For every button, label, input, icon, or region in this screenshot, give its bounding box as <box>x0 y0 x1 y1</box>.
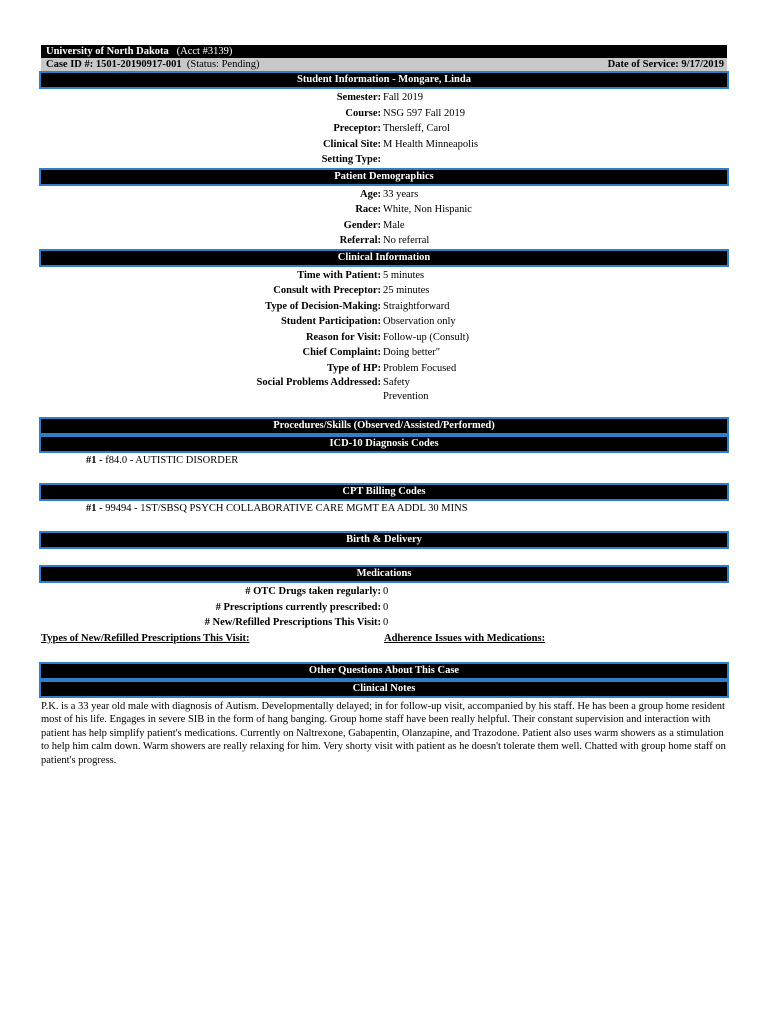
section-clinical-information: Clinical Information <box>39 249 729 267</box>
field-value: Thersleff, Carol <box>383 123 450 134</box>
field-value: Straightforward <box>383 300 450 312</box>
field-row <box>41 268 727 284</box>
field-value: Observation only <box>383 316 456 327</box>
field-value: Follow-up (Consult) <box>383 331 470 343</box>
field-value: Safety <box>383 377 410 388</box>
field-label: Social Problems Addressed: <box>256 377 381 388</box>
field-row <box>41 202 727 218</box>
field-label: Type of HP: <box>326 362 381 374</box>
field-row <box>41 152 727 168</box>
field-label: Referral: <box>339 235 381 246</box>
field-row <box>41 584 727 600</box>
cpt-code-item <box>41 501 727 517</box>
field-label: # New/Refilled Prescriptions This Visit: <box>204 617 381 628</box>
student-info-fields <box>41 89 727 168</box>
date-of-service: Date of Service: 9/17/2019 <box>607 59 724 70</box>
field-row <box>41 137 727 153</box>
demographics-fields <box>41 186 727 249</box>
field-value: Fall 2019 <box>383 92 423 103</box>
field-row <box>41 390 727 404</box>
account-number: (Acct #3139) <box>176 46 233 57</box>
field-label: Type of Decision-Making: <box>265 300 381 312</box>
section-other-questions: Other Questions About This Case <box>39 662 729 680</box>
field-label: Time with Patient: <box>297 269 381 281</box>
field-value: White, Non Hispanic <box>383 204 472 215</box>
field-value: 33 years <box>383 188 419 200</box>
section-medications: Medications <box>39 565 729 583</box>
field-label: Consult with Preceptor: <box>273 285 381 296</box>
field-row <box>41 330 727 346</box>
section-icd10-codes: ICD-10 Diagnosis Codes <box>39 435 729 453</box>
field-label: Course: <box>345 107 381 119</box>
field-row <box>41 376 727 390</box>
section-patient-demographics: Patient Demographics <box>39 168 729 186</box>
field-value: Prevention <box>383 391 429 402</box>
field-row <box>41 299 727 315</box>
field-label: Clinical Site: <box>322 138 381 150</box>
field-label: Setting Type: <box>321 154 381 165</box>
university-name: University of North Dakota <box>46 46 169 57</box>
field-row <box>41 187 727 203</box>
section-student-information: Student Information - Mongare, Linda <box>39 71 729 89</box>
code-number: #1 - <box>86 455 103 466</box>
header-university-bar <box>41 45 727 58</box>
icd10-code-item <box>41 453 727 469</box>
field-label: Reason for Visit: <box>305 331 381 343</box>
field-row <box>41 345 727 361</box>
case-report <box>41 45 727 767</box>
field-label <box>41 390 383 404</box>
field-row <box>41 314 727 330</box>
medications-fields <box>41 583 727 631</box>
clinical-info-fields <box>41 267 727 405</box>
field-label: Student Participation: <box>280 316 381 327</box>
types-of-prescriptions-heading: Types of New/Refilled Prescriptions This Visit: <box>41 632 250 644</box>
field-label: Preceptor: <box>333 123 381 134</box>
field-row <box>41 106 727 122</box>
field-value: M Health Minneapolis <box>383 138 479 150</box>
section-clinical-notes: Clinical Notes <box>39 680 729 698</box>
field-value: 25 minutes <box>383 285 430 296</box>
field-value: Male <box>383 219 405 231</box>
field-value: 0 <box>383 601 389 613</box>
case-id: Case ID #: 1501-20190917-001 <box>46 59 182 70</box>
case-status: (Status: Pending) <box>186 59 260 70</box>
field-label: Chief Complaint: <box>302 347 381 358</box>
field-label: Age: <box>360 188 381 200</box>
field-value: No referral <box>383 235 430 246</box>
code-description: f84.0 - AUTISTIC DISORDER <box>105 455 239 466</box>
field-row <box>41 600 727 616</box>
field-value: 5 minutes <box>383 269 425 281</box>
field-row <box>41 121 727 137</box>
section-birth-delivery: Birth & Delivery <box>39 531 729 549</box>
field-row <box>41 361 727 377</box>
field-value: 0 <box>383 617 389 628</box>
field-label: Semester: <box>336 92 381 103</box>
field-value <box>383 152 727 168</box>
medications-subheadings <box>41 631 727 646</box>
field-value: NSG 597 Fall 2019 <box>383 107 465 119</box>
adherence-issues-heading: Adherence Issues with Medications: <box>384 632 546 644</box>
field-row <box>41 218 727 234</box>
field-row <box>41 90 727 106</box>
clinical-notes-text: P.K. is a 33 year old male with diagnosis of Autism. Developmentally delayed; in for follow-up visit, accompanied by his staff. He has been a group home resident most of his life. Engages in severe SIB in the form of hang banging. Group home staff have been really helpful. Their constant supervision and interaction with patient has help simplify patient's medications. Currently on Naltrexone, Gabapentin, Olanzapine, and Trazodone. Patient also uses warm showers as a stimulation to help him calm down. Warm showers are really relaxing for him. Very shorty visit with patient as he doesn't tolerate them well. Chatted with group home staff on patient's progress. <box>41 700 726 766</box>
code-description: 99494 - 1ST/SBSQ PSYCH COLLABORATIVE CARE MGMT EA ADDL 30 MINS <box>105 503 468 514</box>
section-procedures-skills: Procedures/Skills (Observed/Assisted/Performed) <box>39 417 729 435</box>
field-label: Race: <box>355 204 381 215</box>
field-label: Gender: <box>343 219 381 231</box>
field-value: 0 <box>383 586 389 597</box>
field-value: Problem Focused <box>383 362 457 374</box>
field-row <box>41 283 727 299</box>
field-row <box>41 615 727 631</box>
field-label: # OTC Drugs taken regularly: <box>245 586 381 597</box>
code-number: #1 - <box>86 503 103 514</box>
field-value: Doing better" <box>383 347 441 358</box>
field-row <box>41 233 727 249</box>
header-case-bar <box>41 58 727 71</box>
section-cpt-billing-codes: CPT Billing Codes <box>39 483 729 501</box>
field-label: # Prescriptions currently prescribed: <box>215 601 381 613</box>
